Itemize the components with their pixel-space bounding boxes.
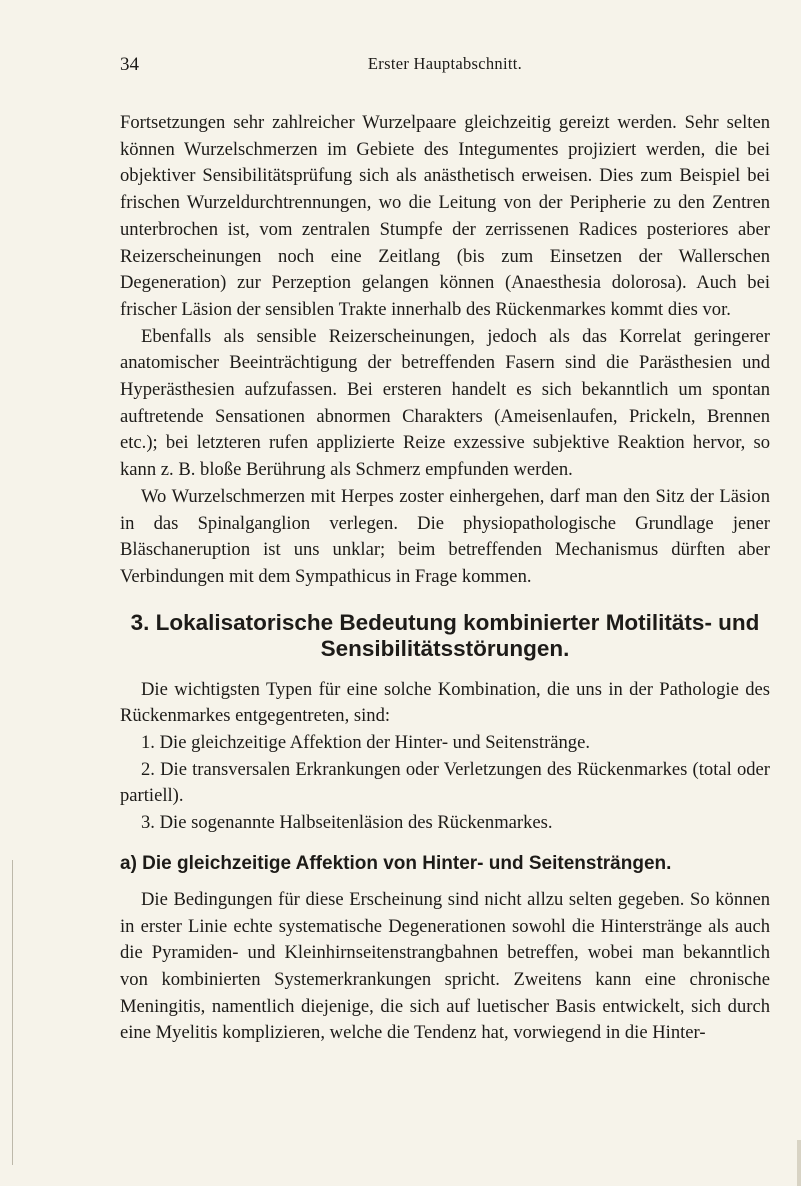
section-heading-line-1: 3. Lokalisatorische Bedeutung kombinierter Motilitäts- und xyxy=(130,609,760,635)
list-item: 1. Die gleichzeitige Affektion der Hinter- und Seitenstränge. xyxy=(141,732,591,754)
page-number: 34 xyxy=(120,54,139,75)
scan-edge-mark xyxy=(797,1140,801,1186)
section-intro: Die wichtigsten Typen für eine solche Kombination, die uns in der Pathologie des Rückenmarkes entgegentreten, sind: xyxy=(120,678,770,727)
running-title: Erster Hauptabschnitt. xyxy=(367,54,523,73)
scan-margin-line xyxy=(12,860,13,1165)
paragraph-conditions: Die Bedingungen für diese Erscheinung sind nicht allzu selten gegeben. So können in erster Linie echte systematische Degenerationen sowohl die Hinterstränge als auch die Pyramiden- und Kleinhirnseitenstrangbahnen betreffen, wobei man bekanntlich von kombinierten Systemerkrankungen spricht. Zweitens kann eine chronische Meningitis, namentlich diejenige, die sich auf luetischer Basis entwickelt, sich durch eine Myelitis komplizieren, welche die Tendenz hat, vorwiegend in die Hinter- xyxy=(120,888,770,1044)
paragraph-root-pain-continuation: Fortsetzungen sehr zahlreicher Wurzelpaare gleichzeitig gereizt werden. Sehr selten können Wurzelschmerzen im Gebiete des Integumentes projiziert werden, die bei objektiver Sensibilitätsprüfung sich als anästhetisch erweisen. Dies zum Beispiel bei frischen Wurzeldurchtrennungen, wo die Leitung von der Peripherie zu den Zentren unterbrochen ist, vom zentralen Stumpfe der zerrissenen Radices posteriores aber Reizerscheinungen noch eine Zeitlang (bis zum Einsetzen der Wallerschen Degeneration) zur Perzeption gelangen können (Anaesthesia dolorosa). Auch bei frischer Läsion der sensiblen Trakte innerhalb des Rückenmarkes kommt dies vor. xyxy=(120,112,770,320)
paragraph-paresthesias: Ebenfalls als sensible Reizerscheinungen, jedoch als das Korrelat geringerer anatomischer Beeinträchtigung der betreffenden Fasern sind die Parästhesien und Hyperästhesien aufzufassen. Bei ersteren handelt es sich bekanntlich um spontan auftretende Sensationen abnormen Charakters (Ameisenlaufen, Prickeln, Brennen etc.); bei letzteren rufen applizierte Reize exzessive subjektive Reaktion hervor, so kann z. B. bloße Berührung als Schmerz empfunden werden. xyxy=(120,325,770,481)
section-heading-line-2: Sensibilitätsstörungen. xyxy=(320,635,570,661)
running-head xyxy=(120,54,770,78)
paragraph-herpes-zoster: Wo Wurzelschmerzen mit Herpes zoster einhergehen, darf man den Sitz der Läsion in das Spinalganglion verlegen. Die physiopathologische Grundlage jener Bläschaneruption ist uns unklar; beim betreffenden Mechanismus dürften aber Verbindungen mit dem Sympathicus in Frage kommen. xyxy=(120,485,770,587)
subsection-heading: a) Die gleichzeitige Affektion von Hinter- und Seitensträngen. xyxy=(120,852,672,874)
section-heading xyxy=(120,610,770,662)
combination-types-list xyxy=(120,730,770,837)
list-item: 2. Die transversalen Erkrankungen oder Verletzungen des Rückenmarkes (total oder partiell). xyxy=(120,758,770,807)
list-item: 3. Die sogenannte Halbseitenläsion des Rückenmarkes. xyxy=(141,812,553,834)
body-text xyxy=(120,110,770,1047)
